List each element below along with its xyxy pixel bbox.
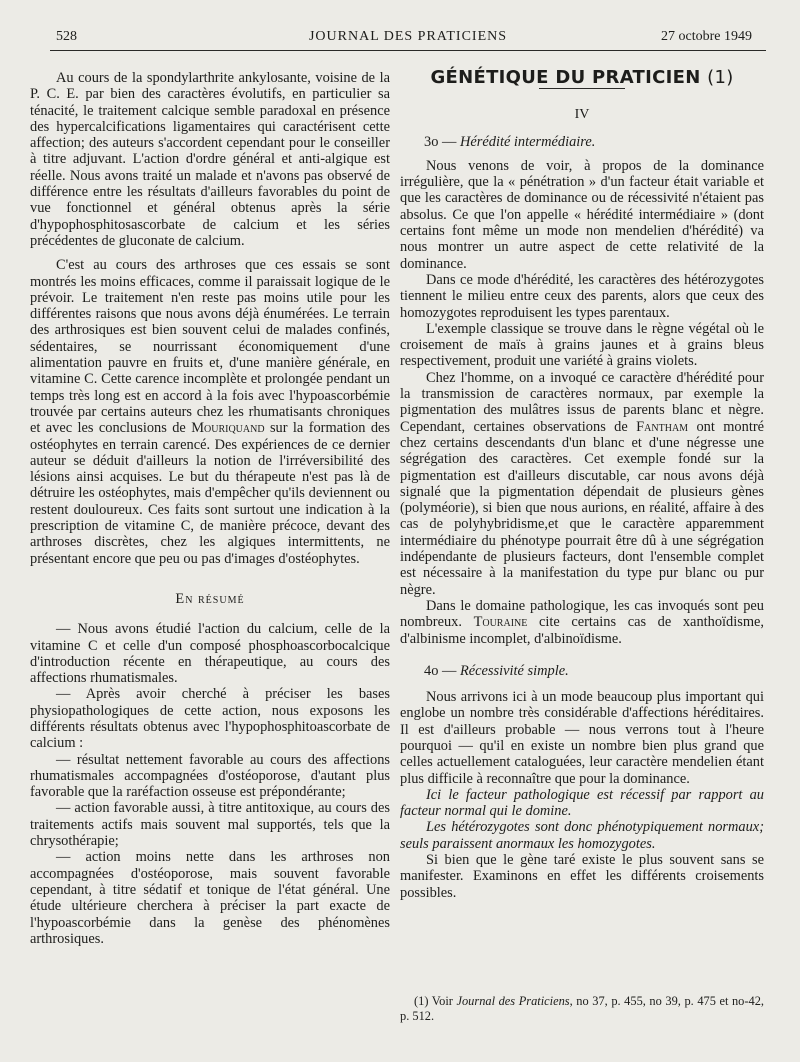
text-run: Chez l'homme, on a invoqué ce caractère d'hérédité pour la transmission de caractères normaux, par exemple la pigmentation des mulâtres issus de parents blanc et nègre. Cependant, certaines observations de	[400, 369, 764, 435]
author-name: Touraine	[473, 614, 528, 631]
paragraph: Dans ce mode d'hérédité, les caractères des hétérozygotes tiennent le milieu entre ceux des parents, alors que ceux des homozygotes reproduisent les types parentaux.	[400, 271, 764, 321]
paragraph: Nous arrivons ici à un mode beaucoup plus important qui englobe un nombre très considérable d'affections héréditaires. Il est d'ailleurs probable — nous verrons tout à l'heure pourquoi — qu'il en existe un nombre bien plus grand que celles actuellement cataloguées, leur caractère mendelien étant plus difficile à reconnaître que pour la dominance.	[400, 689, 764, 787]
footnote	[400, 994, 764, 1024]
section-number: IV	[574, 107, 590, 123]
subsection-number: 4o —	[424, 662, 460, 679]
paragraph: Si bien que le gène taré existe le plus souvent sans se manifester. Examinons en effet les différents croisements possibles.	[400, 852, 764, 901]
paragraph	[400, 787, 764, 820]
paragraph: — résultat nettement favorable au cours des affections rhumatismales accompagnées d'ostéoporose, d'autant plus favorable que la raréfaction osseuse est prépondérante;	[30, 751, 390, 801]
subsection-heading	[400, 134, 764, 150]
text-run: Dans le domaine pathologique, les cas invoqués sont peu nombreux.	[400, 597, 764, 631]
paragraph: — action favorable aussi, à titre antitoxique, au cours des traitements actifs mais souvent mal supportés, tels que la chrysothérapie;	[30, 800, 390, 850]
author-name: Fantham	[636, 418, 689, 435]
title-rule	[539, 88, 625, 89]
journal-reference: Journal des Praticiens	[456, 994, 570, 1008]
text-run: ont montré chez certains descendants d'un blanc et d'une négresse une ségrégation des caractères. Cet exemple fondé sur la pigmentation est d'ailleurs discutable, car nous avons déjà signalé que la pigmentation dépendait de plusieurs gènes (polyméorie), si bien que nous aurions, en réalité, affaire à des cas de polyhybridisme,et que le caractère apparemment intermédiaire du phénotype pourrait être dû à une ségrégation indépendante de plusieurs facteurs, dont l'ensemble complet est nécessaire à la manifestation du type pur blanc ou pur nègre.	[400, 418, 764, 598]
paragraph	[400, 819, 764, 852]
subsection-heading	[400, 663, 764, 679]
paragraph	[400, 598, 764, 647]
paragraph: — Après avoir cherché à préciser les bases physiopathologiques de cette action, nous exposons les différents résultats obtenus avec l'hypophosphitoascorbate de calcium :	[30, 686, 390, 752]
text-run: C'est au cours des arthroses que ces essais se sont montrés les moins efficaces, comme il paraissait logique de le prévoir. Le traitement n'en reste pas moins utile pour les différentes raisons que nous avons déjà énumérées. Le terrain des arthrosiques est bien souvent celui de malades confinés, sédentaires, se nourrissant économiquement d'une alimentation pauvre en fruits et, d'une manière générale, en vitamine C. Cette carence incomplète et prolongée pendant un temps très long est en accord à la fois avec l'hypoascorbémie trouvée par certains auteurs chez les rhumatisants chroniques et avec les conclusions de	[30, 257, 390, 437]
resume-heading: En résumé	[175, 590, 245, 607]
journal-title: JOURNAL DES PRATICIENS	[308, 29, 508, 44]
subsection-title: Hérédité intermédiaire.	[459, 133, 596, 150]
subsection-title: Récessivité simple.	[459, 662, 569, 679]
text-run: cite certains cas de xanthoïdisme, d'albinisme incomplet, d'albinoïdisme.	[400, 614, 764, 647]
italic-text: Les hétérozygotes sont donc phénotypiquement normaux; seuls paraissent anormaux les homozygotes.	[400, 819, 764, 852]
title-text: GÉNÉTIQUE DU PRATICIEN	[430, 67, 701, 88]
subsection-number: 3o —	[424, 133, 460, 150]
header-rule	[50, 50, 766, 51]
paragraph: L'exemple classique se trouve dans le règne végétal où le croisement de maïs à grains jaunes et à grains bleus respectivement, produit une variété à grains violets.	[400, 320, 764, 370]
paragraph	[400, 370, 764, 598]
paragraph: Nous venons de voir, à propos de la dominance irrégulière, que la « pénétration » d'un facteur était variable et que les caractères de dominance ou de récessivité n'étaient pas absolus. Ce que l'on appelle « hérédité intermédiaire » (dont certains font même un mode non mendelien d'hérédité) va nous montrer un autre aspect de cette relativité de la dominance.	[400, 157, 764, 272]
issue-date: 27 octobre 1949	[661, 29, 752, 44]
footnote-text	[400, 994, 764, 1024]
text-run: sur la formation des ostéophytes en terrain carencé. Des expériences de ce dernier auteur se déduit d'ailleurs la notion de l'irréversibilité des lésions ainsi acquises. Le but du thérapeute n'est pas là de détruire les ostéophytes, mais d'empêcher qu'ils deviennent ou restent douloureux. Ces faits sont surtout une indication à la prescription de vitamine C, de manière précoce, devant des arthroses discrètes, chez les algiques intermittents, ne présentant encore que peu ou pas d'images d'ostéophytes.	[30, 420, 391, 567]
right-column	[400, 67, 764, 901]
paragraph: — Nous avons étudié l'action du calcium, celle de la vitamine C et celle d'un composé phosphoascorbocalcique d'introduction récente en thérapeutique, au cours des affections rhumatismales.	[30, 621, 390, 687]
italic-text: Ici le facteur pathologique est récessif par rapport au facteur normal qui le domine.	[400, 786, 764, 820]
paragraph	[30, 257, 390, 567]
page-header	[50, 26, 766, 48]
left-column	[30, 70, 390, 947]
text-run: , no 37, p. 455, no 39, p. 475 et no-42, p. 512.	[400, 994, 764, 1023]
author-name: Mouriquand	[191, 420, 265, 437]
title-footnote-ref: (1)	[707, 67, 734, 88]
page-number: 528	[56, 29, 77, 44]
paragraph: Au cours de la spondylarthrite ankylosante, voisine de la P. C. E. par bien des caractères évolutifs, en particulier sa ténacité, le traitement calcique semble paradoxal en présence des hypercalcifications ligamentaires qui caractérisent cette affection; des auteurs s'accordent cependant pour le conseiller à titre adjuvant. L'action d'ordre général et anti-algique est réelle. Nous avons traité un malade et n'avons pas observé de différence entre les résultats d'ailleurs favorables du point de vue fonctionnel et général obtenus après la série d'hypophosphitosascorbate de calcium et les séries précédentes de gluconate de calcium.	[30, 70, 390, 249]
paragraph: — action moins nette dans les arthroses non accompagnées d'ostéoporose, mais souvent favorable cependant, à titre sédatif et tonique de l'état général. Une étude ultérieure cherchera à préciser la part exacte de l'hypoascorbémie dans la genèse des phénomènes arthrosiques.	[30, 849, 390, 947]
text-run: (1) Voir	[414, 994, 457, 1008]
article-title	[400, 67, 764, 88]
